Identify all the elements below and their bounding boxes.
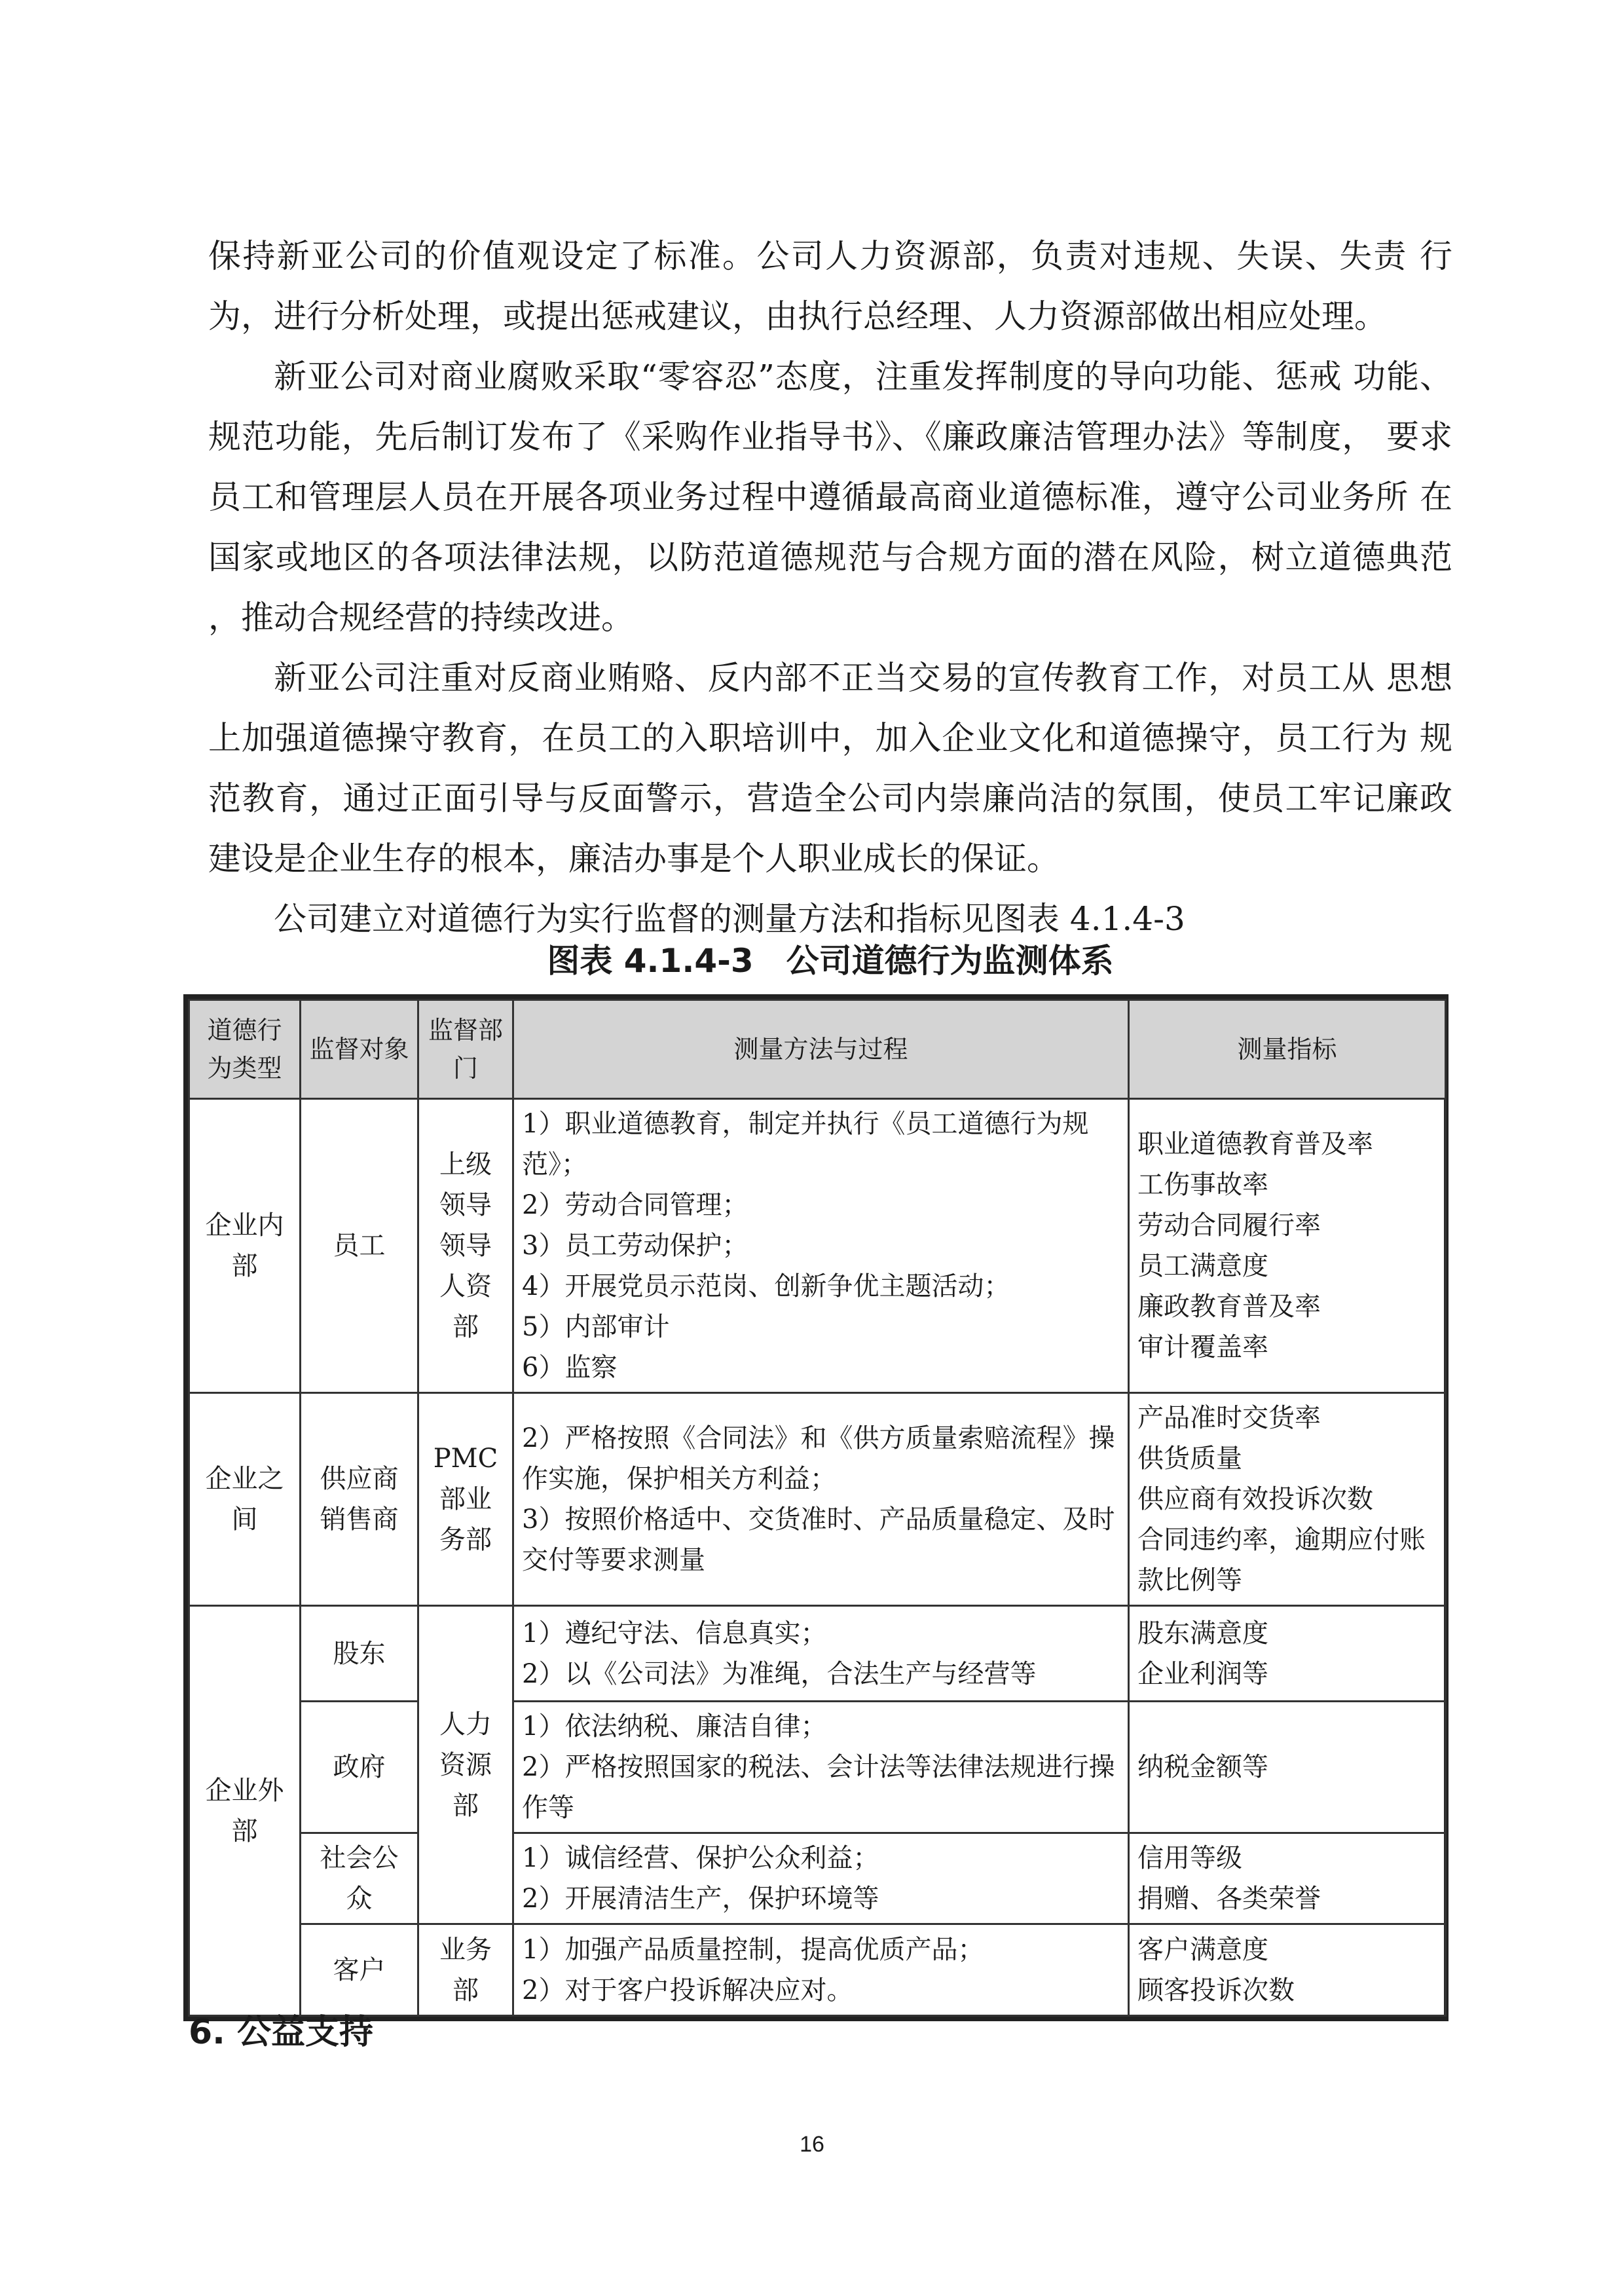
table-header-row bbox=[189, 1000, 1446, 1099]
metrics-cell bbox=[1129, 1833, 1446, 1924]
group-internal: 企业内部 bbox=[189, 1099, 301, 1393]
metric-line: 企业利润等 bbox=[1137, 1658, 1268, 1689]
object-cell: 供应商销售商 bbox=[301, 1393, 418, 1606]
metrics-cell bbox=[1129, 1924, 1446, 2016]
table-row bbox=[189, 1833, 1446, 1924]
table-row bbox=[189, 1099, 1446, 1393]
dept-cell: PMC 部业务部 bbox=[418, 1393, 513, 1606]
method-line: 6）监察 bbox=[522, 1353, 618, 1383]
object-cell: 政府 bbox=[301, 1702, 418, 1833]
header-methods: 测量方法与过程 bbox=[513, 1000, 1129, 1099]
method-line: 3）员工劳动保护； bbox=[522, 1231, 748, 1261]
method-line: 1）遵纪守法、信息真实； bbox=[522, 1618, 827, 1649]
method-line: 4）开展党员示范岗、创新争优主题活动； bbox=[522, 1271, 1010, 1301]
metric-line: 股东满意度 bbox=[1137, 1618, 1268, 1649]
header-behavior-type: 道德行为类型 bbox=[189, 1000, 301, 1099]
table-row bbox=[189, 1393, 1446, 1606]
metric-line: 顾客投诉次数 bbox=[1137, 1975, 1295, 2006]
metric-line: 客户满意度 bbox=[1137, 1934, 1268, 1965]
method-line: 2）严格按照国家的税法、会计法等法律法规进行操作等 bbox=[522, 1752, 1115, 1823]
table-row bbox=[189, 1606, 1446, 1702]
metric-line: 工伤事故率 bbox=[1137, 1170, 1268, 1200]
metric-line: 劳动合同履行率 bbox=[1137, 1210, 1321, 1241]
method-line: 2）严格按照《合同法》和《供方质量索赔流程》操作实施，保护相关方利益； bbox=[522, 1423, 1115, 1494]
object-cell: 社会公众 bbox=[301, 1833, 418, 1924]
method-line: 3）按照价格适中、交货准时、产品质量稳定、及时交付等要求测量 bbox=[522, 1504, 1115, 1575]
metrics-cell bbox=[1129, 1099, 1446, 1393]
object-cell: 员工 bbox=[301, 1099, 418, 1393]
method-line: 2）以《公司法》为准绳，合法生产与经营等 bbox=[522, 1658, 1037, 1689]
group-between: 企业之间 bbox=[189, 1393, 301, 1606]
metrics-cell bbox=[1129, 1393, 1446, 1606]
paragraph-1: 保持新亚公司的价值观设定了标准。公司人力资源部，负责对违规、失误、失责 行为，进行分析处理，或提出惩戒建议，由执行总经理、人力资源部做出相应处理。 bbox=[208, 237, 1452, 335]
method-line: 5）内部审计 bbox=[522, 1312, 670, 1342]
header-department: 监督部门 bbox=[418, 1000, 513, 1099]
metric-line: 廉政教育普及率 bbox=[1137, 1292, 1321, 1322]
paragraph-4: 公司建立对道德行为实行监督的测量方法和指标见图表 4.1.4-3 bbox=[274, 900, 1185, 938]
metric-line: 合同违约率，逾期应付账款比例等 bbox=[1137, 1525, 1426, 1595]
metric-line: 供货质量 bbox=[1137, 1444, 1242, 1474]
section-heading: 6. 公益支持 bbox=[189, 2013, 374, 2052]
methods-cell bbox=[513, 1702, 1129, 1833]
method-line: 1）加强产品质量控制，提高优质产品； bbox=[522, 1934, 984, 1965]
metric-line: 纳税金额等 bbox=[1137, 1752, 1268, 1782]
methods-cell bbox=[513, 1924, 1129, 2016]
paragraph-2: 新亚公司对商业腐败采取“零容忍”态度，注重发挥制度的导向功能、惩戒 功能、规范功能，先后制订发布了《采购作业指导书》、《廉政廉洁管理办法》等制度， 要求员工和管理层人员在开展各项业务过程中遵循最高商业道德标准，遵守公司业务所 在国家或地区的各项法律法规，以防范道德规范与合规方面的潜在风险，树立道德典范 ，推动合规经营的持续改进。 bbox=[208, 358, 1452, 637]
paragraph-3: 新亚公司注重对反商业贿赂、反内部不正当交易的宣传教育工作，对员工从 思想上加强道德操守教育，在员工的入职培训中，加入企业文化和道德操守，员工行为 规范教育，通过正面引导与反面警示，营造全公司内崇廉尚洁的氛围，使员工牢记廉政 建设是企业生存的根本，廉洁办事是个人职业成长的保证。 bbox=[208, 659, 1452, 878]
method-line: 1）诚信经营、保护公众利益； bbox=[522, 1843, 879, 1873]
method-line: 1）职业道德教育，制定并执行《员工道德行为规范》； bbox=[522, 1109, 1089, 1180]
method-line: 2）对于客户投诉解决应对。 bbox=[522, 1975, 853, 2006]
methods-cell bbox=[513, 1833, 1129, 1924]
metric-line: 职业道德教育普及率 bbox=[1137, 1129, 1373, 1159]
table-row bbox=[189, 1924, 1446, 2016]
header-object: 监督对象 bbox=[301, 1000, 418, 1099]
method-line: 1）依法纳税、廉洁自律； bbox=[522, 1711, 827, 1742]
metric-line: 信用等级 bbox=[1137, 1843, 1242, 1873]
dept-cell: 业务部 bbox=[418, 1924, 513, 2016]
method-line: 2）开展清洁生产，保护环境等 bbox=[522, 1884, 879, 1914]
header-metrics: 测量指标 bbox=[1129, 1000, 1446, 1099]
metric-line: 产品准时交货率 bbox=[1137, 1403, 1321, 1433]
group-external: 企业外部 bbox=[189, 1606, 301, 2016]
table-caption: 图表 4.1.4-3 公司道德行为监测体系 bbox=[547, 942, 1114, 980]
metric-line: 捐赠、各类荣誉 bbox=[1137, 1884, 1321, 1914]
dept-cell: 上级领导领导人资部 bbox=[418, 1099, 513, 1393]
method-line: 2）劳动合同管理； bbox=[522, 1190, 748, 1220]
metric-line: 审计覆盖率 bbox=[1137, 1332, 1268, 1362]
page-number: 16 bbox=[800, 2132, 824, 2157]
dept-cell: 人力资源部 bbox=[418, 1606, 513, 1924]
metric-line: 供应商有效投诉次数 bbox=[1137, 1484, 1373, 1514]
methods-cell bbox=[513, 1606, 1129, 1702]
object-cell: 客户 bbox=[301, 1924, 418, 2016]
metrics-cell bbox=[1129, 1606, 1446, 1702]
methods-cell bbox=[513, 1099, 1129, 1393]
table-row bbox=[189, 1702, 1446, 1833]
metric-line: 员工满意度 bbox=[1137, 1251, 1268, 1281]
object-cell: 股东 bbox=[301, 1606, 418, 1702]
ethics-monitoring-table bbox=[183, 994, 1449, 2021]
metrics-cell bbox=[1129, 1702, 1446, 1833]
methods-cell bbox=[513, 1393, 1129, 1606]
